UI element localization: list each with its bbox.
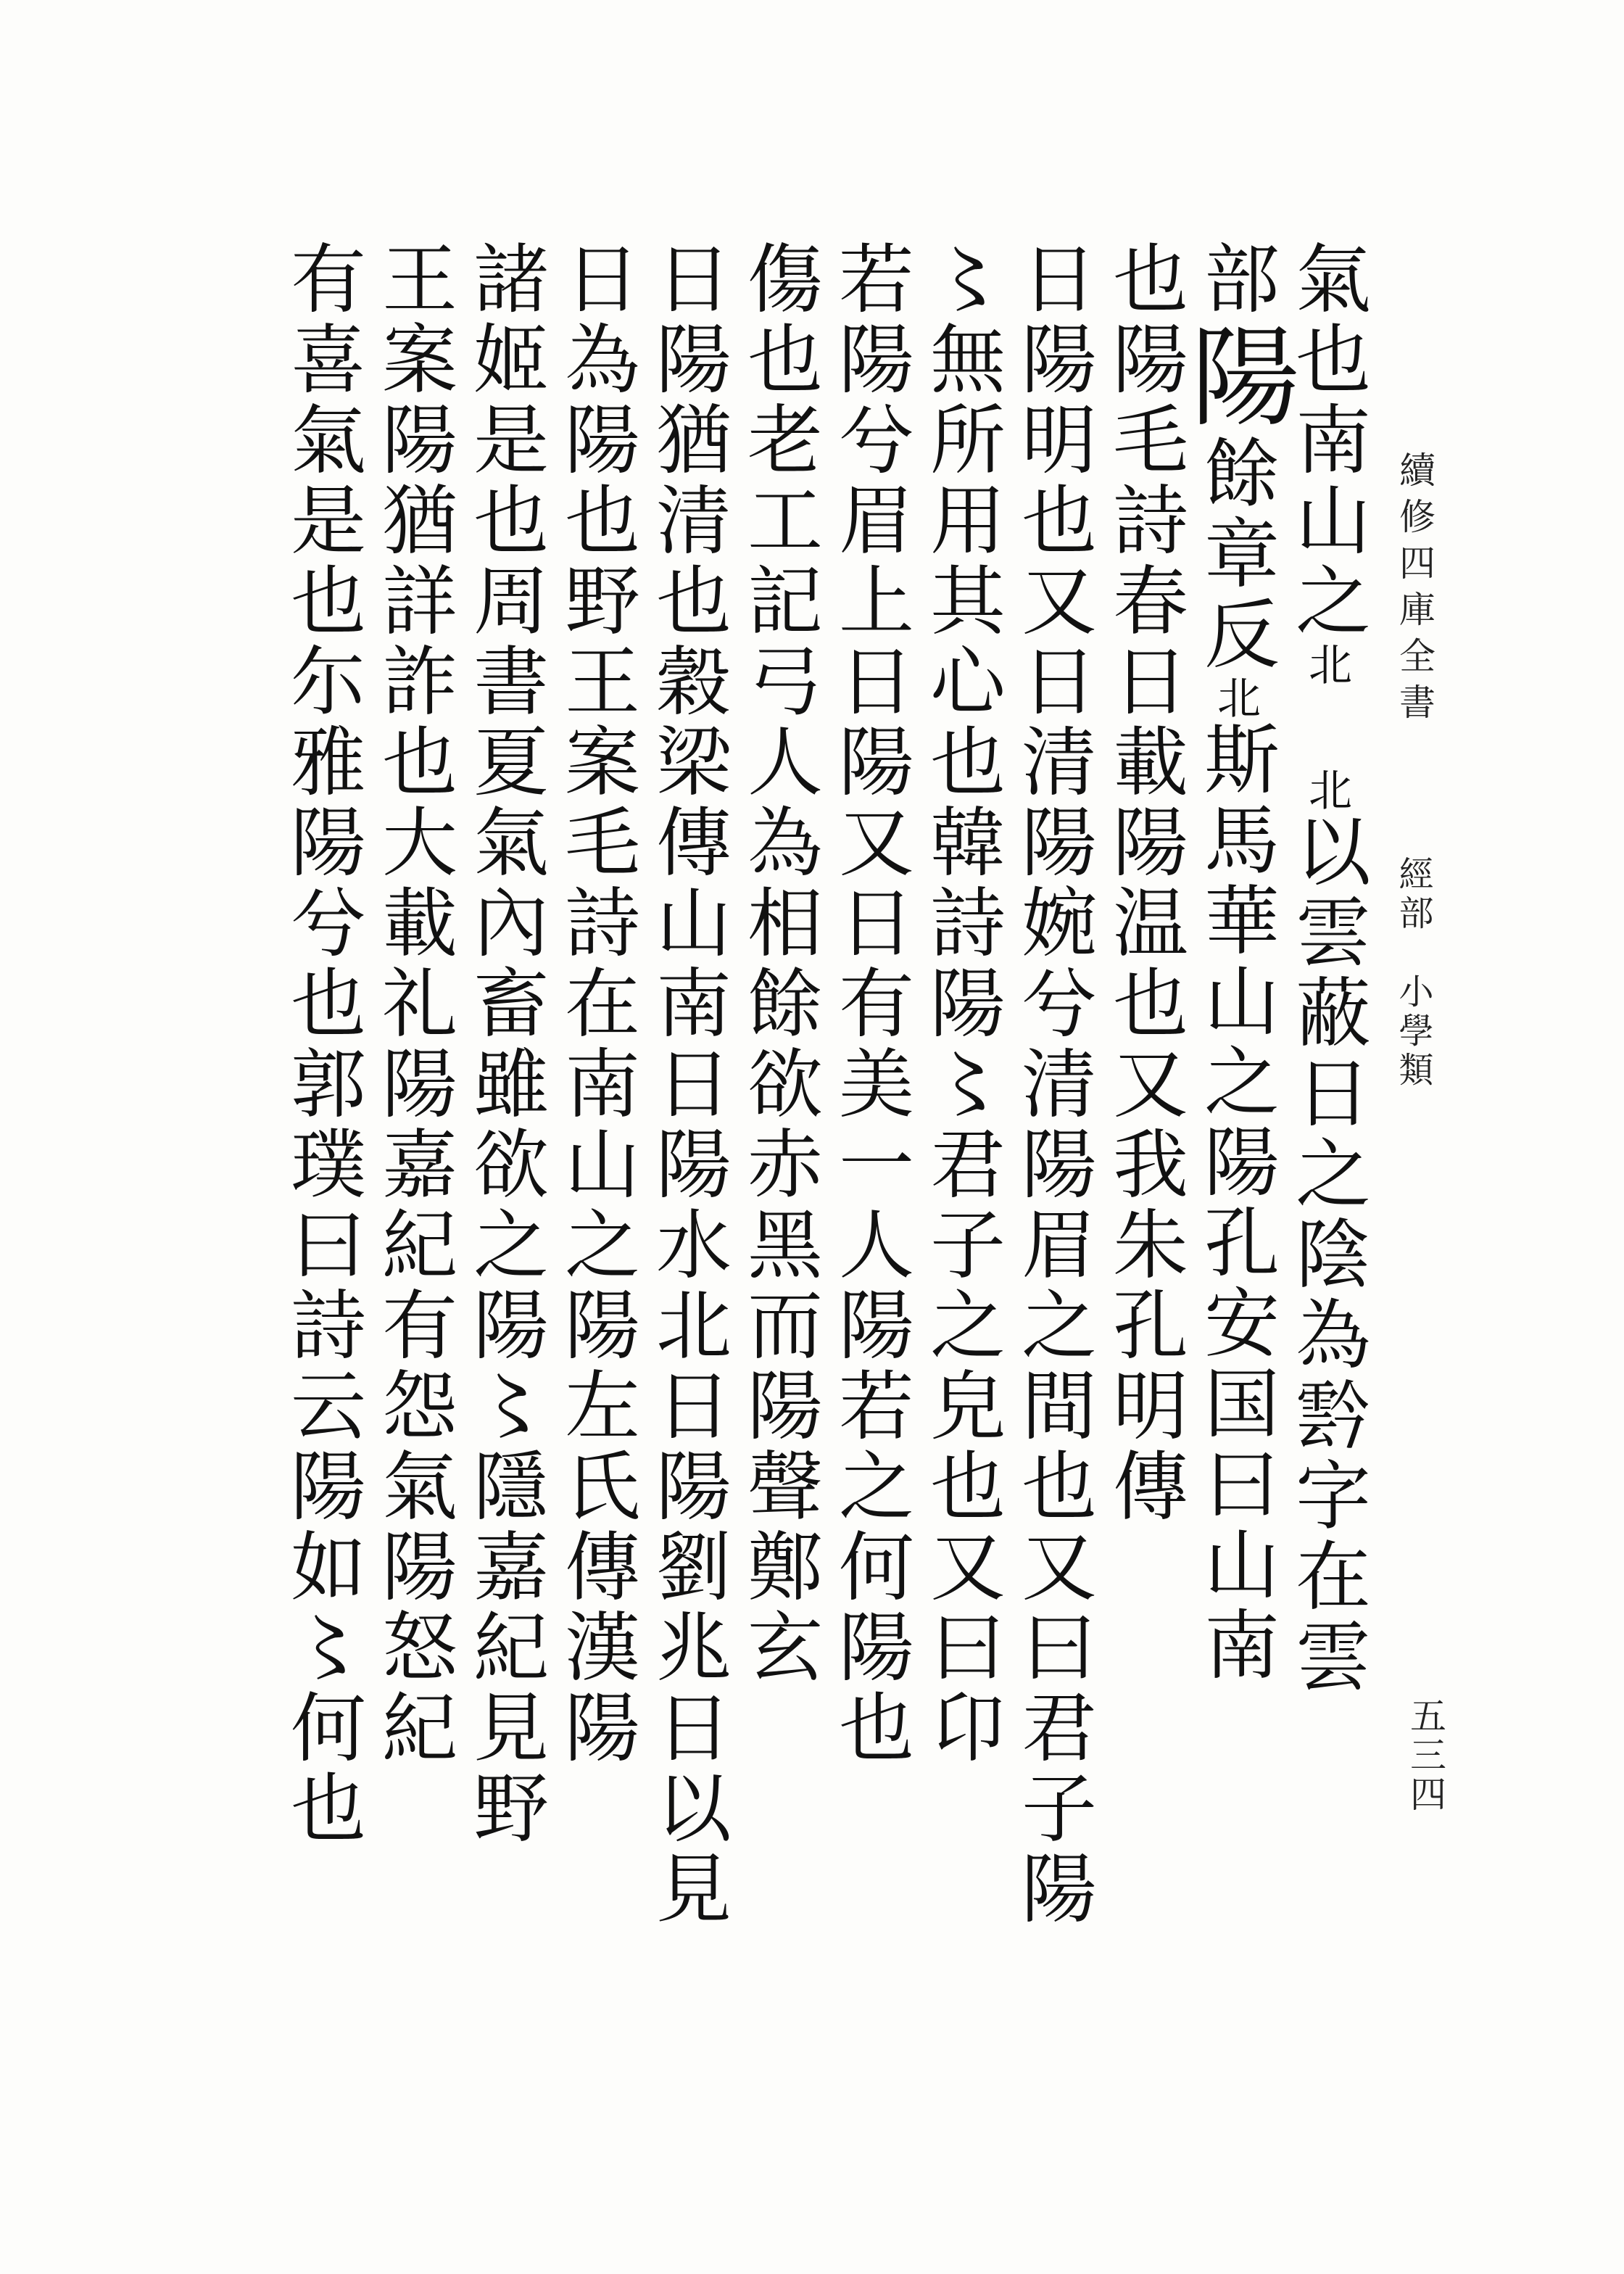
text-segment: 部 <box>1191 239 1280 320</box>
text-segment: 日陽明也又日清陽婉兮清陽眉之間也又曰君子陽 <box>1008 239 1097 1930</box>
text-segment: 陽 <box>1172 320 1298 434</box>
text-column <box>545 239 647 1769</box>
text-segment: 日陽猶清也穀梁傳山南日陽水北日陽劉兆日以見 <box>643 239 732 1930</box>
text-column <box>819 239 921 1769</box>
text-segment <box>1283 687 1371 767</box>
main-text-block <box>145 239 1378 2096</box>
text-column <box>1002 239 1103 1930</box>
text-column <box>1172 239 1298 1686</box>
text-column <box>728 239 829 1688</box>
text-segment: 〻無所用其心也韓詩陽〻君子之皃也又曰卬 <box>917 239 1006 1769</box>
text-column <box>1276 239 1378 1698</box>
text-column <box>911 239 1012 1769</box>
text-segment: 日為陽也野王案毛詩在南山之陽左氏傳漢陽 <box>552 239 640 1769</box>
page-number: 五三四 <box>1404 1697 1446 1814</box>
text-column <box>1093 239 1195 1527</box>
text-segment: 北 <box>1301 767 1352 812</box>
text-segment: 北 <box>1210 675 1261 720</box>
text-segment: 有喜氣是也尓雅陽兮也郭璞曰詩云陽如〻何也 <box>278 239 366 1849</box>
text-column <box>271 239 373 1849</box>
text-column <box>637 239 738 1930</box>
text-segment: 氣也南山之 <box>1283 239 1371 642</box>
text-segment: 斯馬華山之陽孔安国曰山南 <box>1191 720 1280 1686</box>
text-segment: 若陽兮眉上日陽又日有美一人陽若之何陽也 <box>826 239 914 1769</box>
text-segment: 餘章反 <box>1191 434 1280 675</box>
text-segment: 諸姬是也周書夏氣內畜雖欲之陽〻隱嘉紀見野 <box>460 239 549 1849</box>
text-segment: 王案陽猶詳詐也大載礼陽嘉紀有怨氣陽怒紀 <box>369 239 457 1769</box>
text-segment: 北 <box>1301 642 1352 687</box>
text-segment: 傷也老工記弓人為相餘欲赤黑而陽聲鄭玄 <box>734 239 823 1688</box>
text-column <box>362 239 464 1769</box>
series-title: 續修四庫全書 <box>1393 451 1436 729</box>
text-segment: 以雲蔽日之陰為霒字在雲 <box>1283 812 1371 1698</box>
text-column <box>454 239 555 1849</box>
text-segment: 也陽毛詩春日載陽温也又我朱孔明傳 <box>1100 239 1188 1527</box>
section-label: 經部 小學類 <box>1393 856 1433 1091</box>
